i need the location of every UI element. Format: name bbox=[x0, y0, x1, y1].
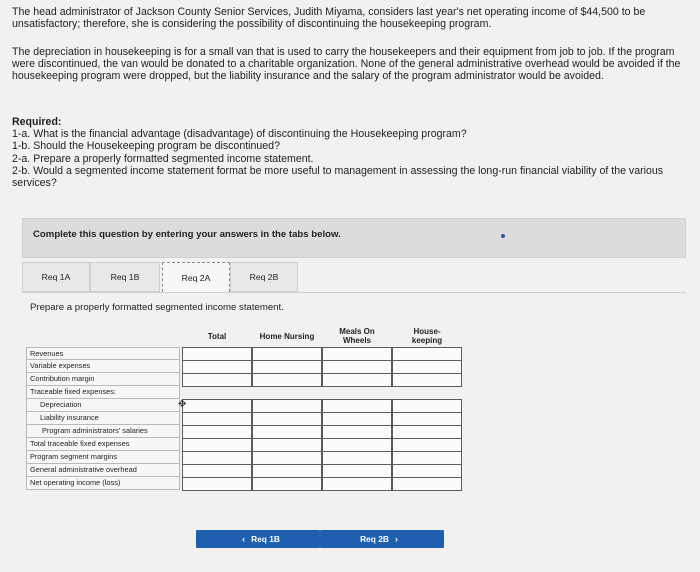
column-header-total-text: Total bbox=[207, 331, 227, 341]
row-label-total-traceable-fixed-expenses: Total traceable fixed expenses bbox=[26, 438, 180, 451]
input-cell-meals-on-wheels-row-9[interactable] bbox=[322, 451, 392, 465]
chevron-left-icon: ‹ bbox=[242, 534, 246, 544]
tab-bar bbox=[22, 262, 686, 292]
instruction-panel bbox=[22, 218, 686, 258]
input-cell-total-row-8[interactable] bbox=[182, 438, 252, 452]
input-cell-home-nursing-row-7[interactable] bbox=[252, 425, 322, 439]
input-cell-meals-on-wheels-row-10[interactable] bbox=[322, 464, 392, 478]
column-header-meals-line-2: Wheels bbox=[342, 336, 371, 345]
input-cell-total-row-9[interactable] bbox=[182, 451, 252, 465]
input-cell-meals-on-wheels-row-5[interactable] bbox=[322, 399, 392, 413]
row-label-program-administrators-salaries: Program administrators' salaries bbox=[26, 425, 180, 438]
row-label-net-operating-income: Net operating income (loss) bbox=[26, 477, 180, 490]
row-label-revenues: Revenues bbox=[26, 347, 180, 360]
tab-req-1a[interactable]: Req 1A bbox=[22, 262, 90, 292]
intro-paragraph-2: The depreciation in housekeeping is for a small van that is used to carry the housekeepers and their equipment from job to job. If the program were discontinued, the van would be donated to a charitable organization. None of the general administrative overhead would be avoided if the housekeeping program were dropped, but the liability insurance and the salary of the program administrator would be avoided. bbox=[12, 46, 681, 83]
row-label-liability-insurance: Liability insurance bbox=[26, 412, 180, 425]
input-cell-home-nursing-row-5[interactable] bbox=[252, 399, 322, 413]
input-cell-housekeeping-row-10[interactable] bbox=[392, 464, 462, 478]
next-button-label: Req 2B bbox=[360, 534, 389, 544]
tab-subtitle: Prepare a properly formatted segmented income statement. bbox=[30, 302, 284, 313]
column-header-home-nursing bbox=[252, 324, 322, 348]
input-cell-housekeeping-row-11[interactable] bbox=[392, 477, 462, 491]
input-cell-housekeeping-row-9[interactable] bbox=[392, 451, 462, 465]
tab-req-1b[interactable]: Req 1B bbox=[90, 262, 160, 292]
input-cell-home-nursing-row-2[interactable] bbox=[252, 360, 322, 374]
row-label-traceable-fixed-expenses: Traceable fixed expenses: bbox=[26, 386, 180, 399]
row-label-variable-expenses: Variable expenses bbox=[26, 360, 180, 373]
input-cell-housekeeping-row-2[interactable] bbox=[392, 360, 462, 374]
row-label-depreciation: Depreciation bbox=[26, 399, 180, 412]
row-label-general-administrative-overhead: General administrative overhead bbox=[26, 464, 180, 477]
column-header-meals-line-1: Meals On bbox=[339, 327, 375, 336]
indicator-dot-icon bbox=[501, 234, 505, 238]
input-cell-meals-on-wheels-row-11[interactable] bbox=[322, 477, 392, 491]
input-cell-meals-on-wheels-row-1[interactable] bbox=[322, 347, 392, 361]
required-item-1a: 1-a. What is the financial advantage (disadvantage) of discontinuing the Housekeeping program? bbox=[12, 128, 467, 141]
cursor-plus-icon: ✥ bbox=[178, 399, 187, 410]
row-label-program-segment-margins: Program segment margins bbox=[26, 451, 180, 464]
input-cell-meals-on-wheels-row-8[interactable] bbox=[322, 438, 392, 452]
tab-req-2b[interactable]: Req 2B bbox=[230, 262, 298, 292]
next-req-2b-button[interactable] bbox=[320, 530, 444, 548]
input-cell-total-row-3[interactable] bbox=[182, 373, 252, 387]
prev-req-1b-button[interactable] bbox=[196, 530, 320, 548]
input-cell-housekeeping-row-5[interactable] bbox=[392, 399, 462, 413]
input-cell-home-nursing-row-11[interactable] bbox=[252, 477, 322, 491]
column-header-housekeeping-line-2: keeping bbox=[411, 336, 443, 345]
input-cell-home-nursing-row-3[interactable] bbox=[252, 373, 322, 387]
input-cell-housekeeping-row-6[interactable] bbox=[392, 412, 462, 426]
input-cell-total-row-6[interactable] bbox=[182, 412, 252, 426]
input-cell-total-row-5[interactable] bbox=[182, 399, 252, 413]
required-item-2a: 2-a. Prepare a properly formatted segmented income statement. bbox=[12, 152, 314, 165]
input-cell-total-row-1[interactable] bbox=[182, 347, 252, 361]
column-header-housekeeping-line-1: House- bbox=[413, 327, 441, 336]
input-cell-home-nursing-row-10[interactable] bbox=[252, 464, 322, 478]
chevron-right-icon: › bbox=[394, 534, 398, 544]
column-header-housekeeping bbox=[392, 324, 462, 348]
input-cell-housekeeping-row-7[interactable] bbox=[392, 425, 462, 439]
input-cell-total-row-11[interactable] bbox=[182, 477, 252, 491]
required-item-2b: 2-b. Would a segmented income statement format be more useful to management in assessing the long-run financial viability of the various services? bbox=[12, 164, 664, 190]
input-cell-housekeeping-row-8[interactable] bbox=[392, 438, 462, 452]
input-cell-meals-on-wheels-row-7[interactable] bbox=[322, 425, 392, 439]
tab-divider bbox=[22, 292, 686, 293]
required-heading: Required: bbox=[12, 116, 62, 128]
input-cell-housekeeping-row-1[interactable] bbox=[392, 347, 462, 361]
input-cell-total-row-2[interactable] bbox=[182, 360, 252, 374]
column-header-total bbox=[182, 324, 252, 348]
input-cell-home-nursing-row-9[interactable] bbox=[252, 451, 322, 465]
input-cell-home-nursing-row-1[interactable] bbox=[252, 347, 322, 361]
input-cell-total-row-7[interactable] bbox=[182, 425, 252, 439]
input-cell-home-nursing-row-6[interactable] bbox=[252, 412, 322, 426]
required-section bbox=[12, 116, 692, 189]
required-item-1b: 1-b. Should the Housekeeping program be discontinued? bbox=[12, 140, 280, 153]
column-header-home-nursing-text: Home Nursing bbox=[259, 331, 315, 341]
input-cell-total-row-10[interactable] bbox=[182, 464, 252, 478]
intro-paragraph-1: The head administrator of Jackson County Senior Services, Judith Miyama, considers last year's net operating income of $44,500 to be unsatisfactory; therefore, she is considering the possibility of discontinuing the housekeeping program. bbox=[12, 6, 646, 31]
input-cell-housekeeping-row-3[interactable] bbox=[392, 373, 462, 387]
prev-button-label: Req 1B bbox=[251, 534, 280, 544]
column-header-meals-on-wheels bbox=[322, 324, 392, 348]
row-label-contribution-margin: Contribution margin bbox=[26, 373, 180, 386]
input-cell-meals-on-wheels-row-3[interactable] bbox=[322, 373, 392, 387]
input-cell-meals-on-wheels-row-2[interactable] bbox=[322, 360, 392, 374]
tab-req-2a[interactable]: Req 2A bbox=[162, 262, 230, 292]
instruction-text: Complete this question by entering your answers in the tabs below. bbox=[33, 229, 341, 240]
input-cell-home-nursing-row-8[interactable] bbox=[252, 438, 322, 452]
input-cell-meals-on-wheels-row-6[interactable] bbox=[322, 412, 392, 426]
